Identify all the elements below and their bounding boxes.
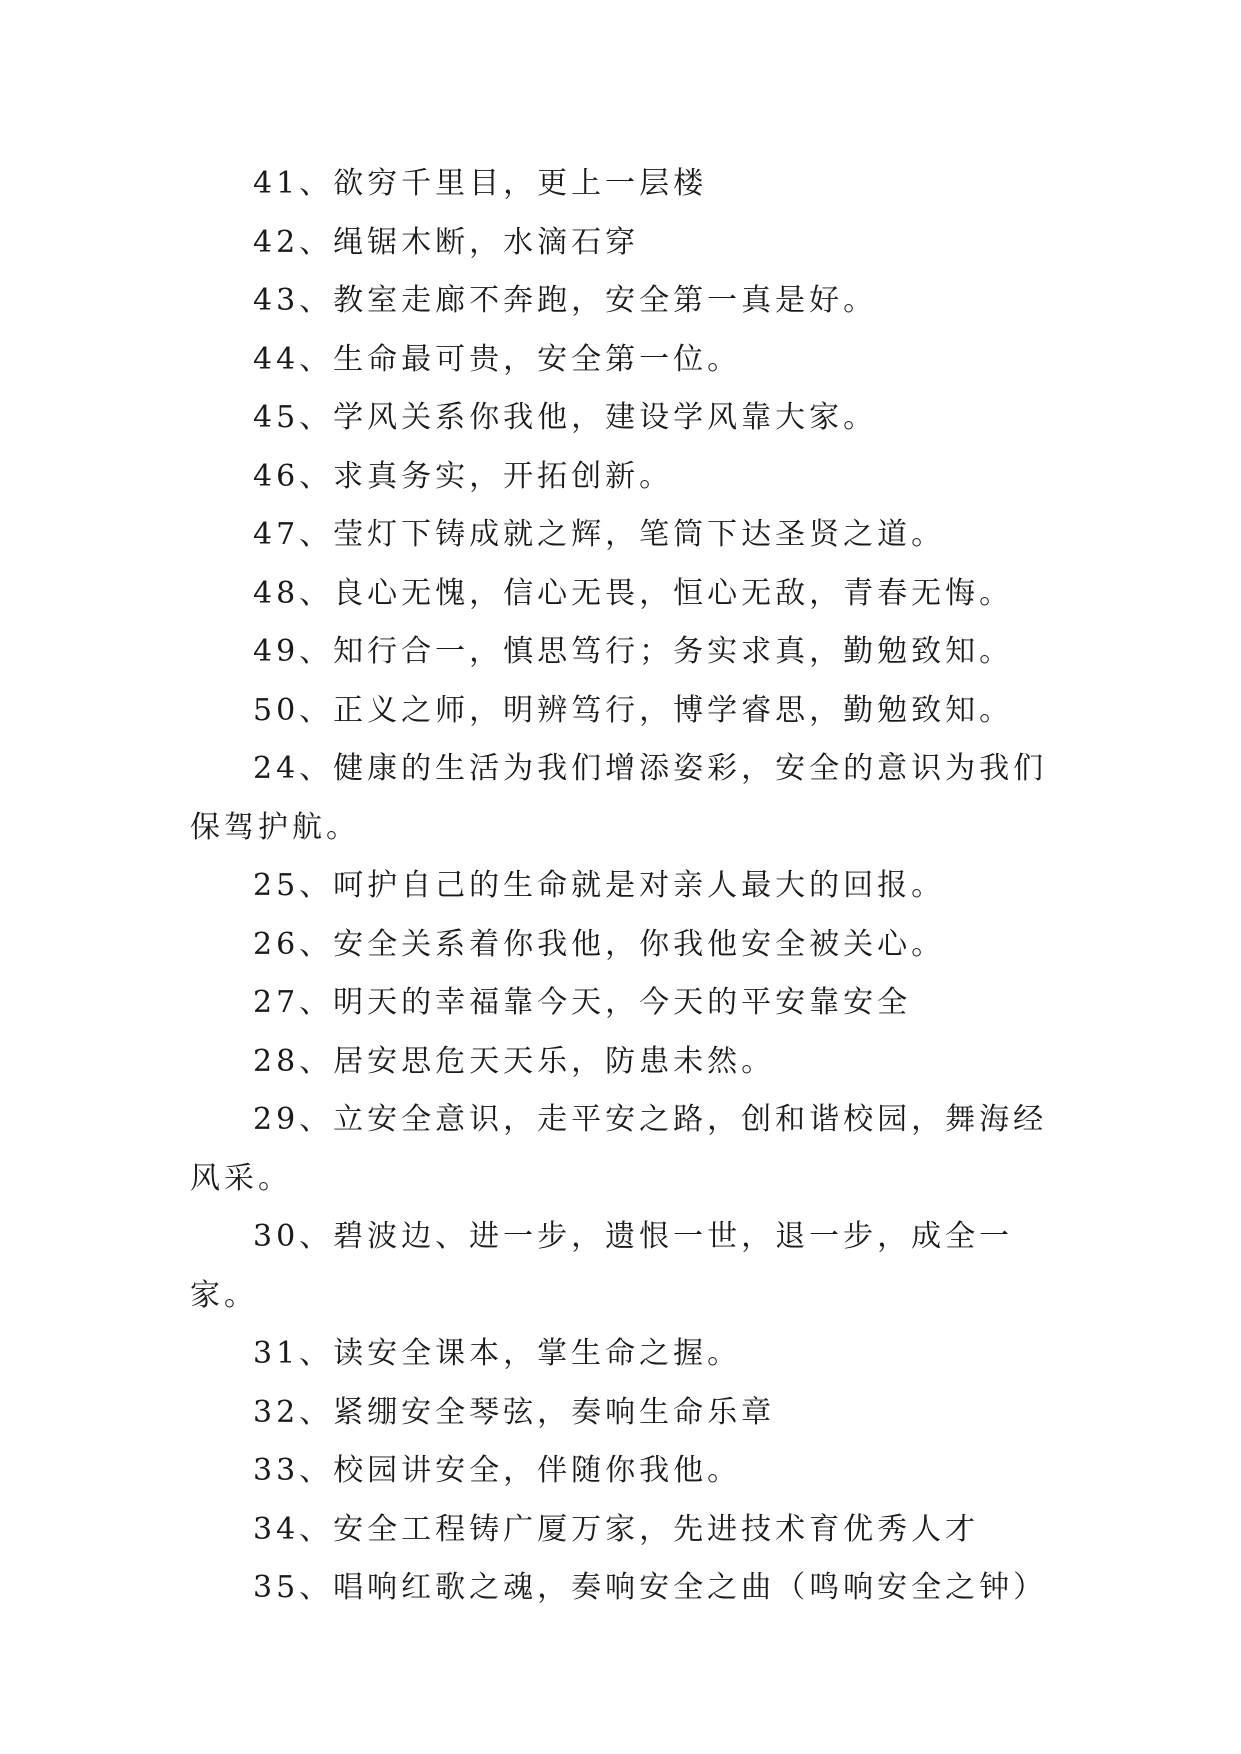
list-item: 50、正义之师，明辨笃行，博学睿思，勤勉致知。 (253, 692, 1014, 728)
list-item: 24、健康的生活为我们增添姿彩，安全的意识为我们保驾护航。 (190, 751, 1048, 845)
list-item: 31、读安全课本，掌生命之握。 (253, 1336, 742, 1371)
list-item: 46、求真务实，开拓创新。 (253, 458, 674, 494)
list-item: 33、校园讲安全，伴随你我他。 (253, 1453, 742, 1488)
list-item: 26、安全关系着你我他，你我他安全被关心。 (253, 926, 946, 962)
list-item: 35、唱响红歌之魂，奏响安全之曲（鸣响安全之钟） (253, 1570, 1048, 1605)
list-item: 43、教室走廊不奔跑，安全第一真是好。 (253, 283, 878, 318)
list-item: 28、居安思危天天乐，防患未然。 (253, 1043, 776, 1079)
list-item: 44、生命最可贵，安全第一位。 (253, 341, 742, 377)
list-item: 42、绳锯木断，水滴石穿 (253, 224, 640, 260)
list-item: 41、欲穷千里目，更上一层楼 (253, 166, 708, 201)
list-item: 29、立安全意识，走平安之路，创和谐校园，舞海经风采。 (190, 1102, 1048, 1196)
list-item: 48、良心无愧，信心无畏，恒心无敌，青春无悔。 (253, 575, 1014, 611)
list-item: 47、莹灯下铸成就之辉，笔筒下达圣贤之道。 (253, 517, 946, 552)
document-body (190, 155, 1070, 1618)
list-item: 30、碧波边、进一步，遗恨一世，退一步，成全一家。 (190, 1219, 1014, 1313)
list-item: 34、安全工程铸广厦万家，先进技术育优秀人才 (253, 1511, 980, 1547)
list-item: 49、知行合一，慎思笃行；务实求真，勤勉致知。 (253, 634, 1014, 669)
list-item: 25、呵护自己的生命就是对亲人最大的回报。 (253, 868, 946, 903)
list-item: 45、学风关系你我他，建设学风靠大家。 (253, 400, 878, 435)
list-item: 27、明天的幸福靠今天，今天的平安靠安全 (253, 985, 912, 1020)
list-item: 32、紧绷安全琴弦，奏响生命乐章 (253, 1394, 776, 1430)
